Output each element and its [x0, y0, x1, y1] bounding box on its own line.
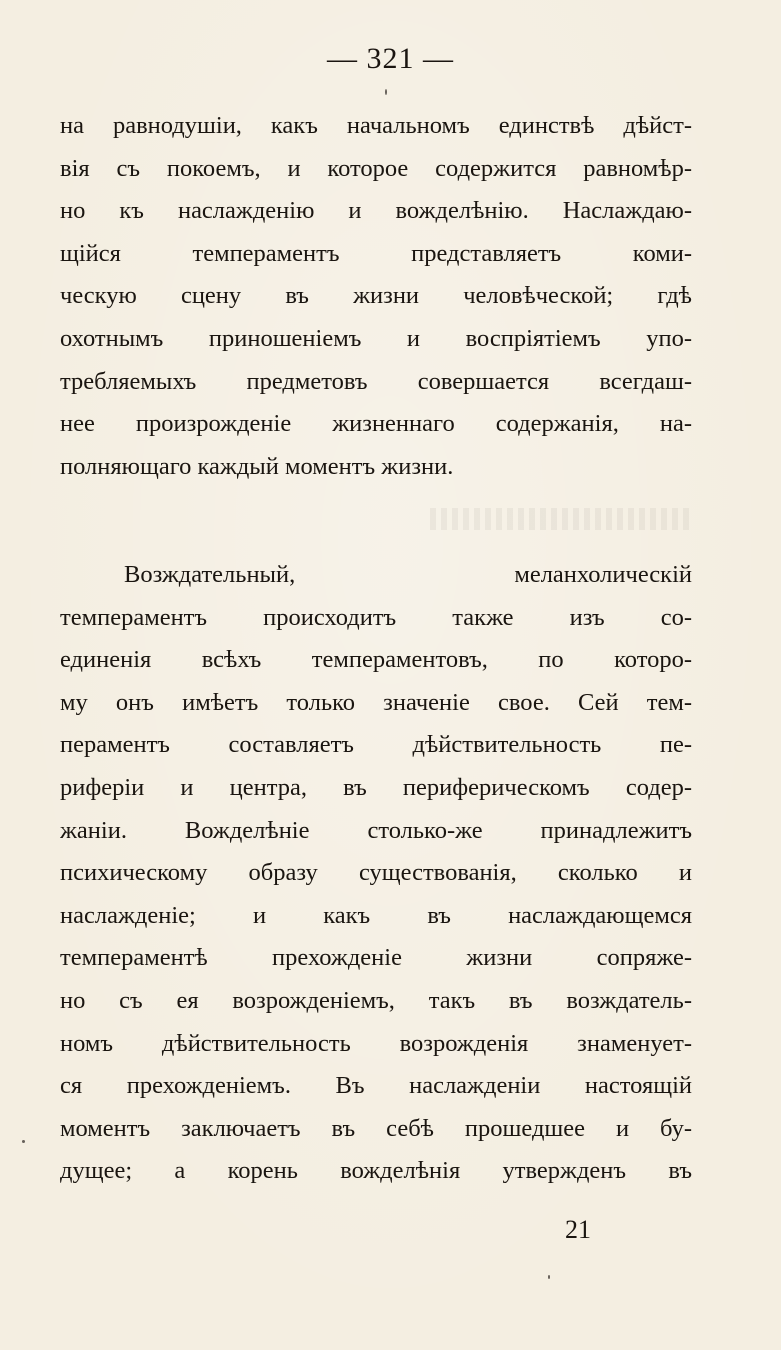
text-line: моментъ заключаетъ въ себѣ прошедшее и бу-: [60, 1114, 692, 1142]
ink-speck: [385, 89, 387, 95]
text-line: наслажденіе; и какъ въ наслаждающемся: [60, 901, 692, 929]
show-through-bleed: [430, 508, 690, 530]
text-line: требляемыхъ предметовъ совершается всегдаш-: [60, 367, 692, 395]
text-line: нее произрожденіе жизненнаго содержанія, на-: [60, 410, 692, 438]
text-line: вія съ покоемъ, и которое содержится равномѣр-: [60, 154, 692, 182]
ink-speck: [22, 1140, 25, 1143]
paragraph-1: [60, 105, 692, 488]
page-number-header: — 321 —: [327, 42, 454, 75]
text-line: темпераментѣ прехожденіе жизни сопряже-: [60, 944, 692, 972]
paragraph-2: [60, 554, 692, 1193]
text-line: единенія всѣхъ темпераментовъ, по которо-: [60, 646, 692, 674]
text-line: психическому образу существованія, сколько и: [60, 859, 692, 887]
text-line: жаніи. Вожделѣніе столько-же принадлежитъ: [60, 816, 692, 844]
text-line: ся прехожденіемъ. Въ наслажденіи настоящій: [60, 1072, 692, 1100]
text-line: дущее; а корень вожделѣнія утвержденъ въ: [60, 1157, 692, 1185]
ink-speck: [548, 1275, 550, 1279]
text-line: му онъ имѣетъ только значеніе свое. Сей тем-: [60, 688, 692, 716]
text-line: но съ ея возрожденіемъ, такъ въ возждатель-: [60, 986, 692, 1014]
text-line: темпераментъ происходитъ также изъ со-: [60, 603, 692, 631]
signature-mark: 21: [565, 1215, 591, 1244]
text-line: но къ наслажденію и вожделѣнію. Наслаждаю-: [60, 197, 692, 225]
text-line: полняющаго каждый моментъ жизни.: [60, 452, 454, 480]
text-line: пераментъ составляетъ дѣйствительность пе-: [60, 731, 692, 759]
text-line: ческую сцену въ жизни человѣческой; гдѣ: [60, 282, 692, 310]
text-line: на равнодушіи, какъ начальномъ единствѣ дѣйст-: [60, 112, 692, 139]
text-line: риферіи и центра, въ периферическомъ содер-: [60, 773, 692, 801]
text-line: Возждательный, меланхолическій: [124, 561, 692, 588]
text-line: охотнымъ приношеніемъ и воспріятіемъ упо-: [60, 324, 692, 352]
text-line: щійся темпераментъ представляетъ коми-: [60, 239, 692, 267]
text-line: номъ дѣйствительность возрожденія знаменует-: [60, 1029, 692, 1057]
